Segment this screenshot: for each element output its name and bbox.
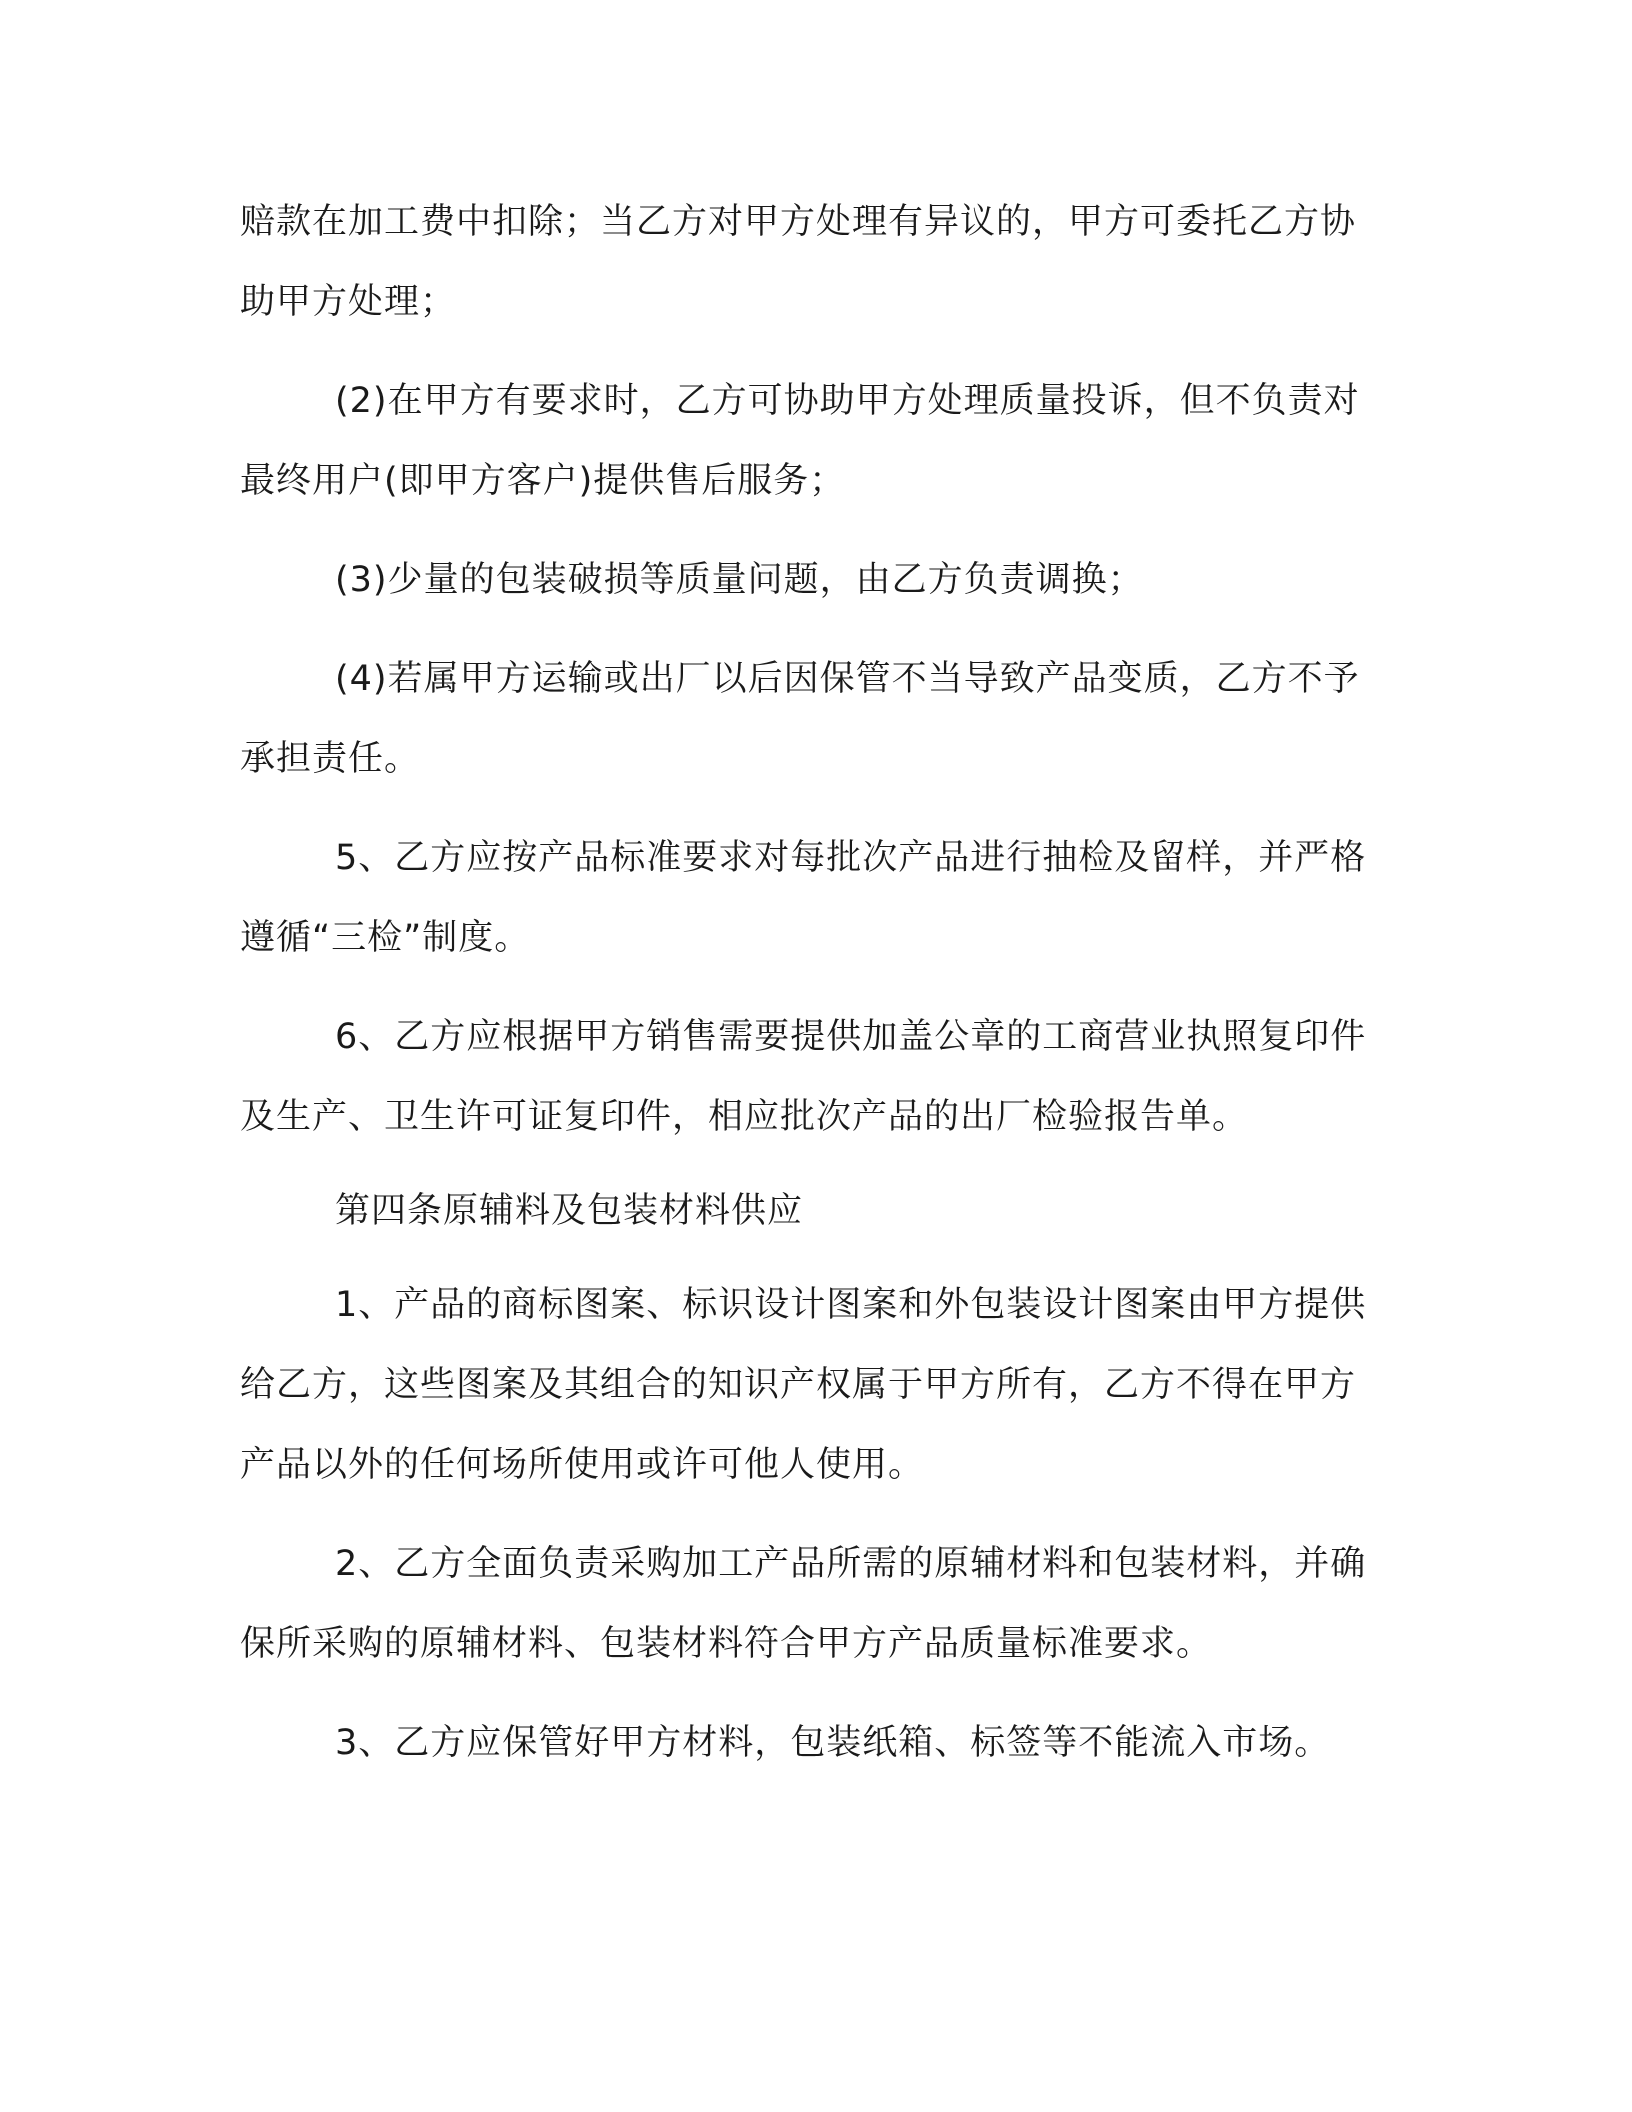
paragraph-clause-5: 5、乙方应按产品标准要求对每批次产品进行抽检及留样，并严格遵循“三检”制度。 xyxy=(240,838,1367,958)
paragraph-supply-2: 2、乙方全面负责采购加工产品所需的原辅材料和包装材料，并确保所采购的原辅材料、包装材料符合甲方产品质量标准要求。 xyxy=(240,1544,1367,1664)
document-body xyxy=(240,182,1370,1783)
paragraph-supply-1: 1、产品的商标图案、标识设计图案和外包装设计图案由甲方提供给乙方，这些图案及其组合的知识产权属于甲方所有，乙方不得在甲方产品以外的任何场所使用或许可他人使用。 xyxy=(240,1285,1367,1485)
paragraph-supply-3: 3、乙方应保管好甲方材料，包装纸箱、标签等不能流入市场。 xyxy=(335,1723,1331,1763)
paragraph-continuation: 赔款在加工费中扣除；当乙方对甲方处理有异议的，甲方可委托乙方协助甲方处理； xyxy=(240,202,1357,322)
paragraph-item-4: (4)若属甲方运输或出厂以后因保管不当导致产品变质，乙方不予承担责任。 xyxy=(240,659,1360,779)
paragraph-item-2: (2)在甲方有要求时，乙方可协助甲方处理质量投诉，但不负责对最终用户(即甲方客户)提供售后服务； xyxy=(240,381,1360,501)
section-heading-article-4: 第四条原辅料及包装材料供应 xyxy=(335,1191,804,1231)
paragraph-item-3: (3)少量的包装破损等质量问题，由乙方负责调换； xyxy=(335,560,1144,600)
paragraph-clause-6: 6、乙方应根据甲方销售需要提供加盖公章的工商营业执照复印件及生产、卫生许可证复印件，相应批次产品的出厂检验报告单。 xyxy=(240,1017,1367,1137)
